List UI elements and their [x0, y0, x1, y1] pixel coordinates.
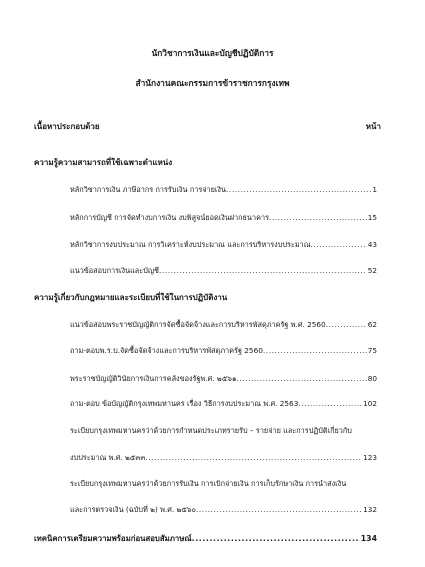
dot-leader	[326, 320, 367, 329]
dot-leader	[298, 399, 362, 408]
toc-entry-page: 62	[367, 320, 377, 329]
toc-entry-text: หลักวิชาการเงิน ภาษีอากร การรับเงิน การจ่ายเงิน	[70, 185, 226, 194]
toc-entry	[70, 320, 377, 331]
toc-entry-page: 15	[367, 213, 377, 222]
toc-entry-text-line: ระเบียบกรุงเทพมหานครว่าด้วยการรับเงิน การเบิกจ่ายเงิน การเก็บรักษาเงิน การนำส่งเงิน	[70, 479, 347, 488]
toc-entry-text: หลักวิชาการงบประมาณ การวิเคราะห์งบประมาณ และการบริหารงบประมาณ	[70, 240, 311, 249]
document-subtitle: สำนักงานคณะกรรมการข้าราชการกรุงเทพ	[135, 78, 290, 88]
dot-leader	[145, 453, 362, 462]
dot-leader	[159, 266, 367, 275]
toc-entry	[70, 453, 377, 464]
toc-entry-text-line: ระเบียบกรุงเทพมหานครว่าด้วยการกำหนดประเภทรายรับ – รายจ่าย และการปฏิบัติเกี่ยวกับ	[70, 426, 352, 435]
toc-entry-page: 80	[367, 374, 377, 383]
toc-entry-text: ถาม-ตอบพ.ร.บ.จัดซื้อจัดจ้างและการบริหารพัสดุภาครัฐ 2560	[70, 346, 263, 355]
toc-entry-text: พระราชบัญญัติวินัยการเงินการคลังของรัฐพ.ศ. ๒๕๖๑	[70, 374, 237, 383]
toc-entry	[70, 213, 377, 224]
toc-entry-page: 52	[367, 266, 377, 275]
dot-leader	[196, 505, 362, 514]
toc-entry	[70, 185, 377, 196]
dot-leader	[263, 346, 367, 355]
toc-entry	[70, 374, 377, 385]
toc-entry-text: และการตรวจเงิน (ฉบับที่ ๒) พ.ศ. ๒๕๖๐	[70, 505, 196, 514]
toc-entry-text: แนวข้อสอบการเงินและบัญชี	[70, 266, 160, 275]
page-label: หน้า	[365, 122, 381, 131]
toc-entry	[70, 399, 377, 410]
toc-entry-page: 1	[372, 185, 377, 194]
toc-entry-page: 123	[363, 453, 377, 462]
dot-leader	[226, 185, 371, 194]
toc-entry-page: 132	[363, 505, 377, 514]
toc-entry-final	[34, 533, 377, 545]
toc-entry-text: หลักการบัญชี การจัดทำงบการเงิน งบพิสูจน์ยอดเงินฝากธนาคาร	[70, 213, 269, 222]
toc-entry-text: งบประมาณ พ.ศ. ๒๕๓๓	[70, 453, 146, 462]
document-title: นักวิชาการเงินและบัญชีปฏิบัติการ	[151, 48, 274, 58]
dot-leader	[311, 240, 367, 249]
toc-entry-page: 102	[363, 399, 377, 408]
section-title: ความรู้ความสามารถที่ใช้เฉพาะตำแหน่ง	[34, 158, 173, 167]
toc-entry-page: 134	[360, 534, 377, 543]
dot-leader	[237, 374, 367, 383]
section-title: ความรู้เกี่ยวกับกฎหมายและระเบียบที่ใช้ในการปฏิบัติงาน	[34, 293, 228, 302]
toc-entry-text: ถาม-ตอบ ข้อบัญญัติกรุงเทพมหานคร เรื่อง วิธีการงบประมาณ พ.ศ. 2563	[70, 399, 299, 408]
toc-entry-page: 43	[367, 240, 377, 249]
dot-leader	[269, 213, 367, 222]
toc-entry	[70, 346, 377, 357]
toc-entry-text: แนวข้อสอบพระราชบัญญัติการจัดซื้อจัดจ้างและการบริหารพัสดุภาครัฐ พ.ศ. 2560	[70, 320, 326, 329]
dot-leader	[192, 534, 360, 543]
contents-label: เนื้อหาประกอบด้วย	[34, 122, 100, 131]
toc-entry	[70, 240, 377, 251]
toc-entry	[70, 505, 377, 516]
toc-entry	[70, 266, 377, 277]
toc-header	[34, 120, 381, 133]
toc-entry-page: 75	[367, 346, 377, 355]
toc-entry-text: เทคนิคการเตรียมความพร้อมก่อนสอบสัมภาษณ์	[34, 534, 192, 543]
